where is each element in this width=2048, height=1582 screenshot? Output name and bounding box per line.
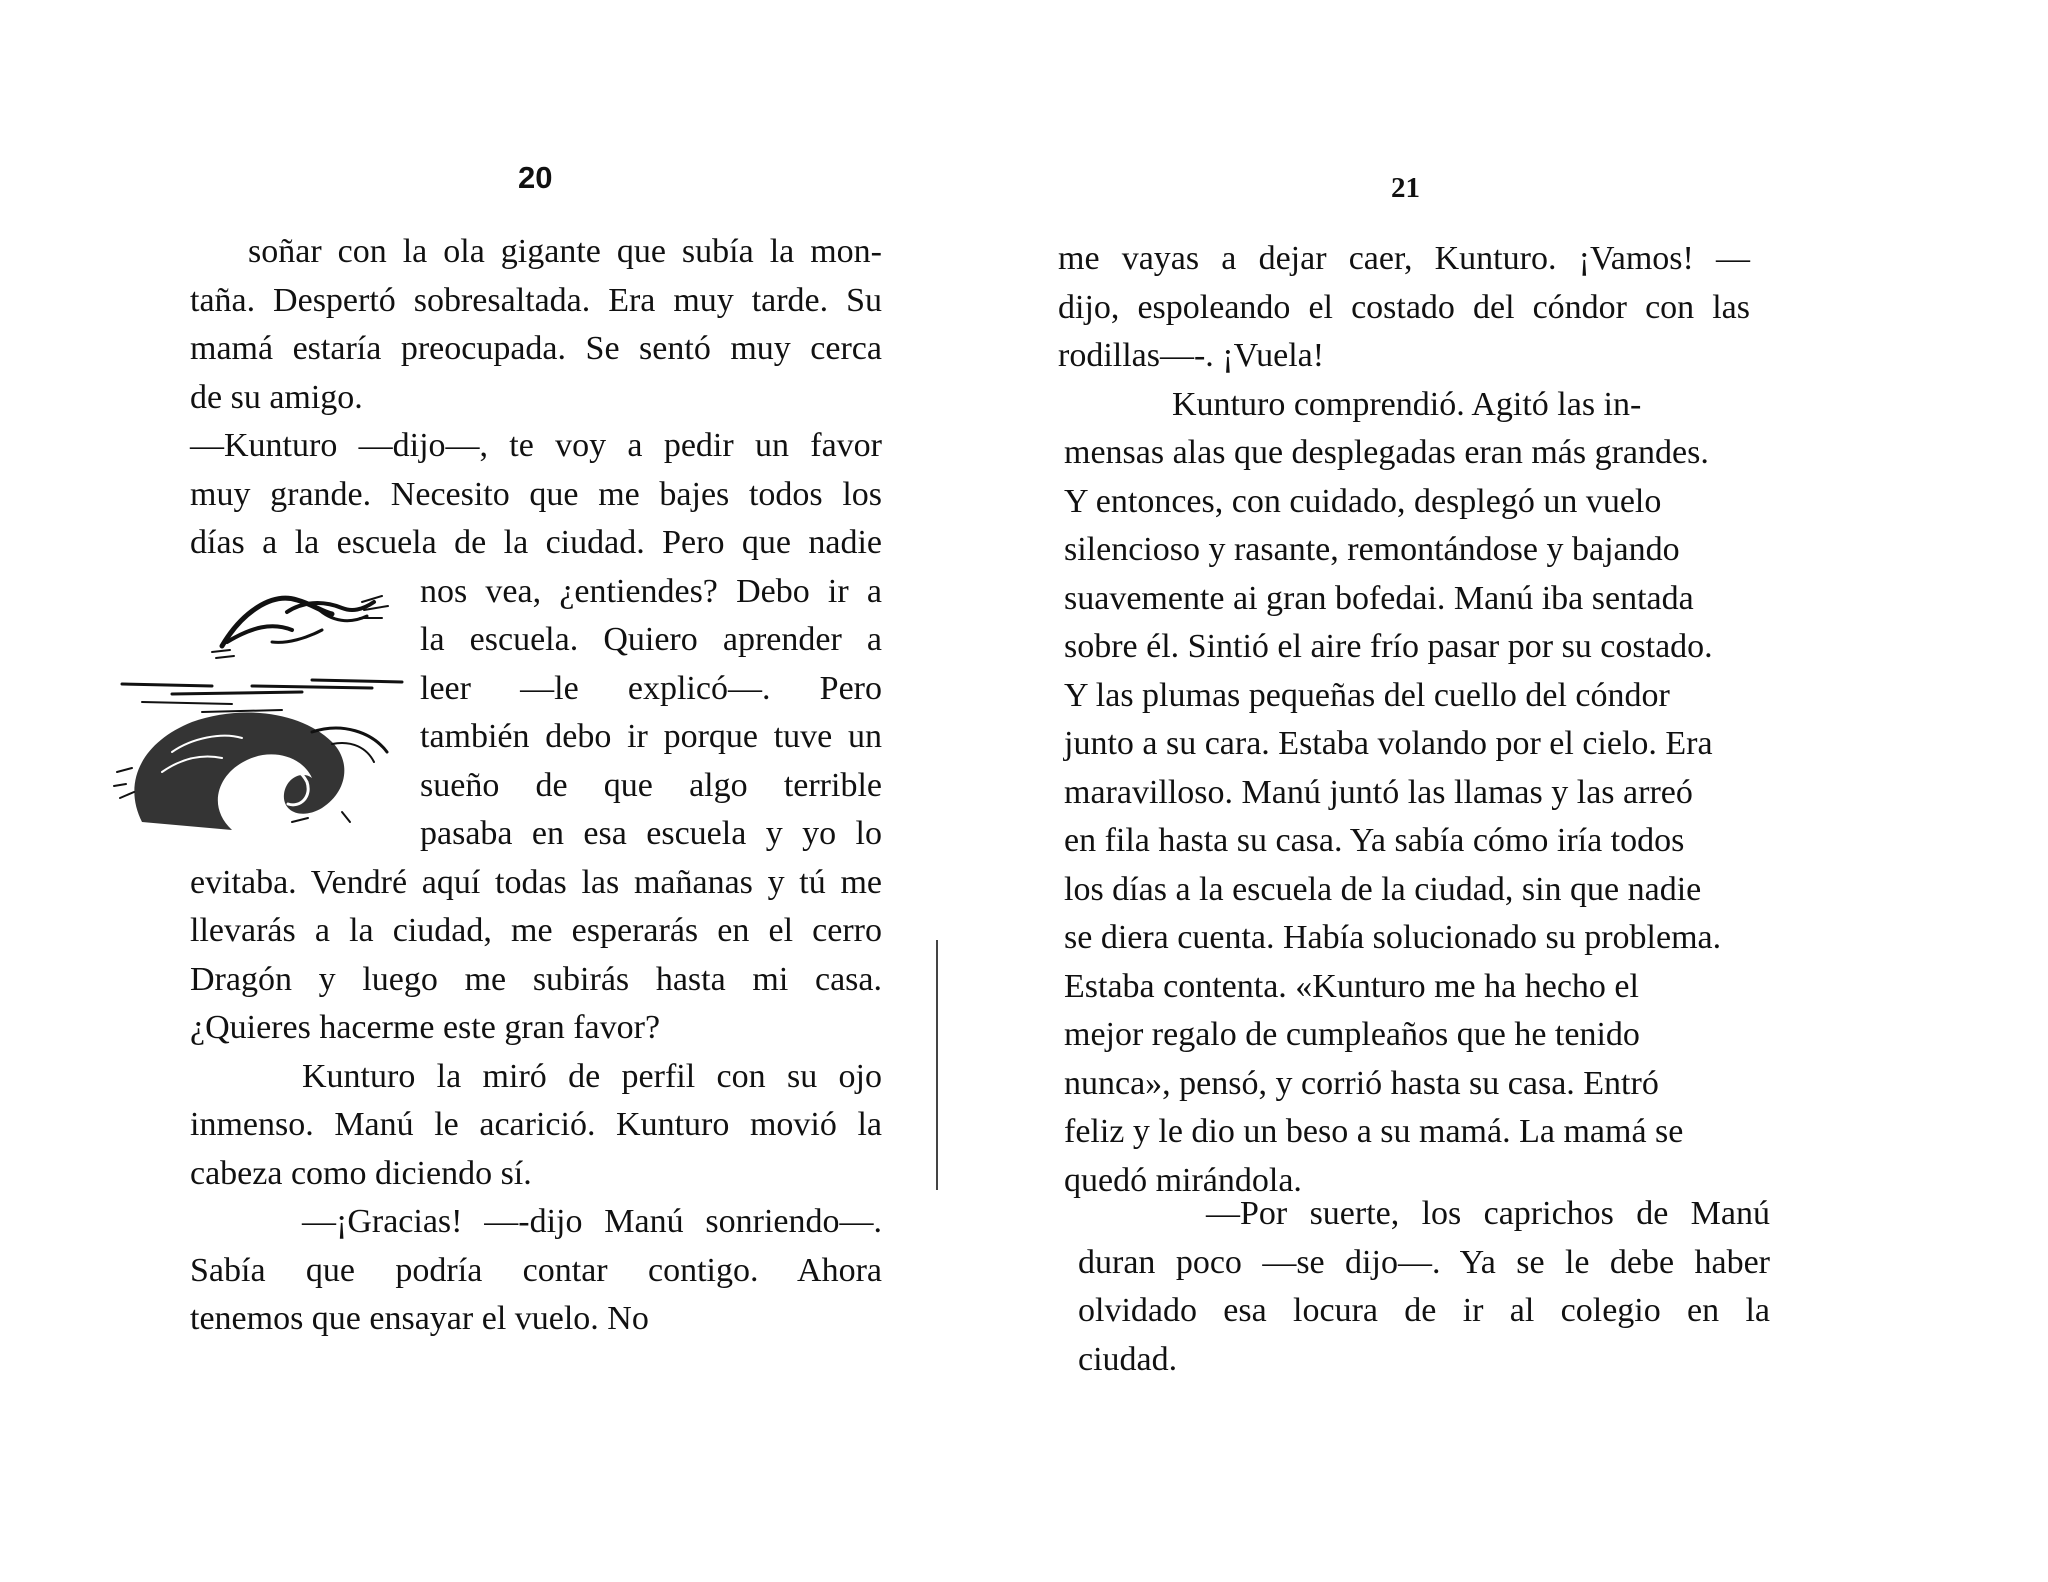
text-line: maravilloso. Manú juntó las llamas y las arreó [1064,773,1693,811]
text-line: Dragón y luego me subirás hasta mi casa. [190,960,882,998]
text-line: mensas alas que desplegadas eran más grandes. [1064,434,1709,471]
text-line: junto a su cara. Estaba volando por el cielo. Era [1064,725,1713,762]
text-line: días a la escuela de la ciudad. Pero que nadie [190,524,882,561]
text-line: taña. Despertó sobresaltada. Era muy tarde. Su [190,281,882,319]
right-page-final-paragraph [1078,1190,1770,1384]
text-line: Estaba contenta. «Kunturo me ha hecho el [1064,967,1639,1005]
gutter-divider [936,940,938,1190]
text-line: Kunturo la miró de perfil con su ojo [302,1057,882,1095]
text-line: mejor regalo de cumpleaños que he tenido [1064,1016,1640,1053]
text-line: mamá estaría preocupada. Se sentó muy cerca [190,330,882,367]
text-line: rodillas—-. ¡Vuela! [1058,337,1325,374]
text-line: de su amigo. [190,378,363,416]
text-line: sobre él. Sintió el aire frío pasar por su costado. [1064,628,1713,665]
text-line: se diera cuenta. Había solucionado su problema. [1064,919,1722,956]
text-line: olvidado esa locura de ir al colegio en la [1078,1292,1770,1329]
text-line: muy grande. Necesito que me bajes todos los [190,475,882,513]
text-line: también debo ir porque tuve un [420,718,882,755]
text-line: Kunturo comprendió. Agitó las in- [1172,385,1642,423]
text-line: soñar con la ola gigante que subía la mon- [248,233,882,270]
text-line: suavemente ai gran bofedai. Manú iba sentada [1064,579,1694,617]
text-line: Y entonces, con cuidado, desplegó un vuelo [1064,482,1662,520]
text-line: —Por suerte, los caprichos de Manú [1206,1195,1770,1232]
text-line: leer —le explicó—. Pero [420,669,882,707]
right-page-text [1058,235,1750,1205]
text-line: silencioso y rasante, remontándose y bajando [1064,531,1680,568]
text-line: evitaba. Vendré aquí todas las mañanas y tú me [190,863,882,901]
text-line: dijo, espoleando el costado del cóndor con las [1058,288,1750,326]
text-line: Y las plumas pequeñas del cuello del cóndor [1064,676,1670,714]
page-number-left: 20 [518,160,553,195]
text-line: ¿Quieres hacerme este gran favor? [190,1009,661,1046]
text-line: Sabía que podría contar contigo. Ahora [190,1251,882,1289]
text-line: —¡Gracias! —-dijo Manú sonriendo—. [302,1203,882,1240]
text-line: sueño de que algo terrible [420,766,882,804]
text-line: ciudad. [1078,1340,1178,1378]
text-line: quedó mirándola. [1064,1161,1302,1199]
text-line: me vayas a dejar caer, Kunturo. ¡Vamos! — [1058,240,1750,277]
text-line: nos vea, ¿entiendes? Debo ir a [420,572,882,610]
page-number-right: 21 [1391,172,1420,204]
text-line: los días a la escuela de la ciudad, sin que nadie [1064,870,1702,908]
text-line: duran poco —se dijo—. Ya se le debe haber [1078,1243,1770,1281]
condor-wave-illustration [112,572,412,840]
text-line: feliz y le dio un beso a su mamá. La mamá se [1064,1113,1684,1150]
text-line: nunca», pensó, y corrió hasta su casa. Entró [1064,1064,1659,1102]
text-line: tenemos que ensayar el vuelo. No [190,1300,649,1337]
text-line: en fila hasta su casa. Ya sabía cómo iría todos [1064,822,1685,859]
text-line: —Kunturo —dijo—, te voy a pedir un favor [190,427,882,464]
text-line: la escuela. Quiero aprender a [420,621,882,658]
text-line: inmenso. Manú le acarició. Kunturo movió la [190,1106,882,1143]
text-line: llevarás a la ciudad, me esperarás en el cerro [190,912,882,949]
text-line: pasaba en esa escuela y yo lo [420,815,882,852]
text-line: cabeza como diciendo sí. [190,1154,532,1192]
